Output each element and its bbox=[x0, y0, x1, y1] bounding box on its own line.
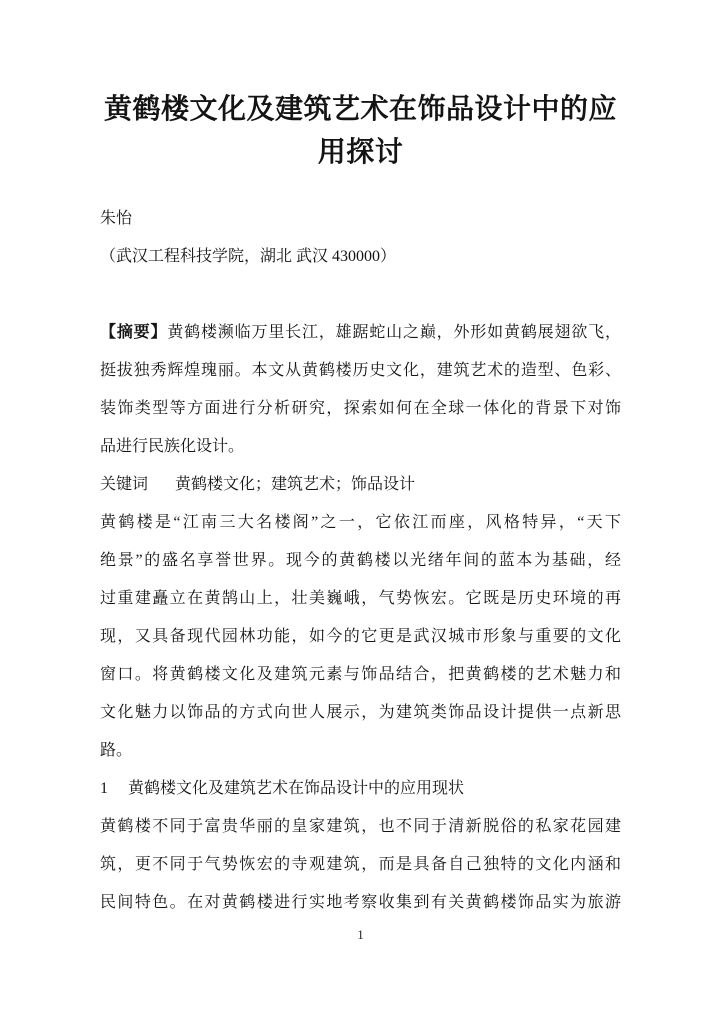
intro-line-7: 路。 bbox=[100, 742, 133, 759]
title-line-1: 黄鹤楼文化及建筑艺术在饰品设计中的应 bbox=[103, 94, 617, 125]
intro-line-6: 文化魅力以饰品的方式向世人展示，为建筑类饰品设计提供一点新思 bbox=[100, 704, 621, 721]
section1-line-2: 筑，更不同于气势恢宏的寺观建筑，而是具备自己独特的文化内涵和 bbox=[100, 856, 621, 873]
abstract-paragraph bbox=[100, 314, 621, 466]
intro-line-5: 窗口。将黄鹤楼文化及建筑元素与饰品结合，把黄鹤楼的艺术魅力和 bbox=[100, 666, 621, 683]
intro-line-1: 黄鹤楼是“江南三大名楼阁”之一，它依江而座，风格特异，“天下 bbox=[100, 514, 621, 531]
author-name: 朱怡 bbox=[100, 210, 133, 227]
keywords-label: 关键词 bbox=[100, 476, 149, 493]
abstract-line-3: 装饰类型等方面进行分析研究，探索如何在全球一体化的背景下对饰 bbox=[100, 400, 621, 417]
abstract-line-4: 品进行民族化设计。 bbox=[100, 438, 245, 455]
section1-line-3: 民间特色。在对黄鹤楼进行实地考察收集到有关黄鹤楼饰品实为旅游 bbox=[100, 894, 621, 911]
section-number: 1 bbox=[100, 780, 108, 797]
abstract-line-1-text: 黄鹤楼濒临万里长江，雄踞蛇山之巅，外形如黄鹤展翅欲飞， bbox=[167, 324, 621, 341]
keywords-text: 黄鹤楼文化；建筑艺术；饰品设计 bbox=[175, 476, 416, 493]
affiliation: （武汉工程科技学院，湖北 武汉 430000） bbox=[100, 248, 397, 265]
abstract-line-2: 挺拔独秀辉煌瑰丽。本文从黄鹤楼历史文化，建筑艺术的造型、色彩、 bbox=[100, 362, 621, 379]
section1-line-1: 黄鹤楼不同于富贵华丽的皇家建筑，也不同于清新脱俗的私家花园建 bbox=[100, 818, 621, 835]
intro-line-2: 绝景”的盛名享誉世界。现今的黄鹤楼以光绪年间的蓝本为基础，经 bbox=[100, 552, 621, 569]
intro-paragraph bbox=[100, 504, 621, 770]
section1-paragraph bbox=[100, 808, 621, 922]
keywords-line bbox=[100, 466, 621, 504]
abstract-line-1 bbox=[100, 314, 621, 352]
page-number: 1 bbox=[357, 927, 364, 942]
blank-line bbox=[100, 276, 621, 314]
abstract-label: 【摘要】 bbox=[100, 324, 168, 341]
section-heading bbox=[100, 770, 621, 808]
intro-line-3: 过重建矗立在黄鹄山上，壮美巍峨，气势恢宏。它既是历史环境的再 bbox=[100, 590, 621, 607]
document-title bbox=[100, 88, 621, 174]
section-title: 黄鹤楼文化及建筑艺术在饰品设计中的应用现状 bbox=[128, 780, 465, 797]
title-line-2: 用探讨 bbox=[317, 137, 404, 168]
intro-line-4: 现，又具备现代园林功能，如今的它更是武汉城市形象与重要的文化 bbox=[100, 628, 621, 645]
